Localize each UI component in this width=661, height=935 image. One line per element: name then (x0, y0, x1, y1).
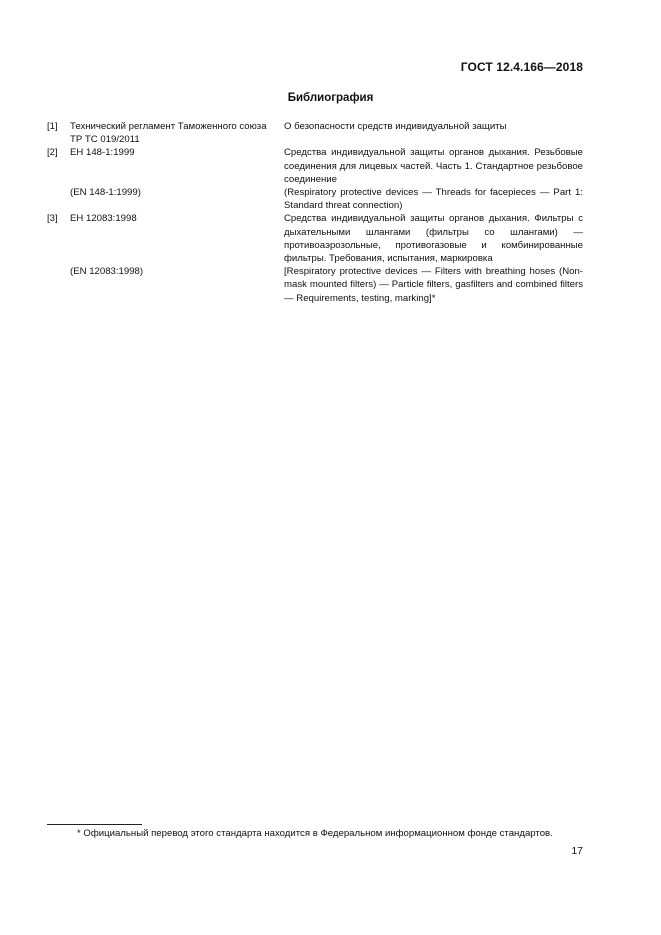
entry-title: (Respiratory protective devices — Threads for facepieces — Part 1: Standard threat connection) (284, 187, 583, 212)
bibliography-entry (47, 120, 583, 146)
document-code: ГОСТ 12.4.166—2018 (460, 60, 583, 74)
entry-code: (EN 148-1:1999) (70, 187, 141, 199)
entry-number: [3] (47, 213, 58, 225)
entry-code: ЕН 12083:1998 (70, 213, 137, 225)
entry-title: Средства индивидуальной защиты органов дыхания. Фильтры с дыхательными шлангами (фильтры со шлангами) — противоаэрозольные, противогазовые и комбинированные фильтры. Требования, испытания, маркировка (284, 213, 583, 265)
entry-title: Средства индивидуальной защиты органов дыхания. Резьбовые соединения для лицевых частей. Часть 1. Стандартное резьбовое соединение (284, 147, 583, 185)
page-number: 17 (571, 845, 583, 857)
entry-title: О безопасности средств индивидуальной защиты (284, 121, 507, 132)
bibliography-entry-translation (47, 186, 583, 212)
entry-number: [1] (47, 121, 58, 132)
entry-code: ЕН 148-1:1999 (70, 147, 135, 159)
footnote-text: * Официальный перевод этого стандарта находится в Федеральном информационном фонде стандартов. (77, 828, 553, 839)
bibliography-entry-translation (47, 265, 583, 305)
footnote-separator (47, 824, 142, 825)
entry-code: (EN 12083:1998) (70, 266, 144, 278)
section-title: Библиография (287, 92, 374, 104)
bibliography-list (47, 120, 583, 305)
entry-number: [2] (47, 147, 58, 159)
bibliography-entry (47, 212, 583, 265)
entry-code: Технический регламент Таможенного союза ТР ТС 019/2011 (70, 121, 267, 146)
entry-title: [Respiratory protective devices — Filters with breathing hoses (Non-mask mounted filters) — Particle filters, gasfilters and combined filters — Requirements, testing, marking]* (284, 266, 583, 304)
bibliography-entry (47, 146, 583, 186)
